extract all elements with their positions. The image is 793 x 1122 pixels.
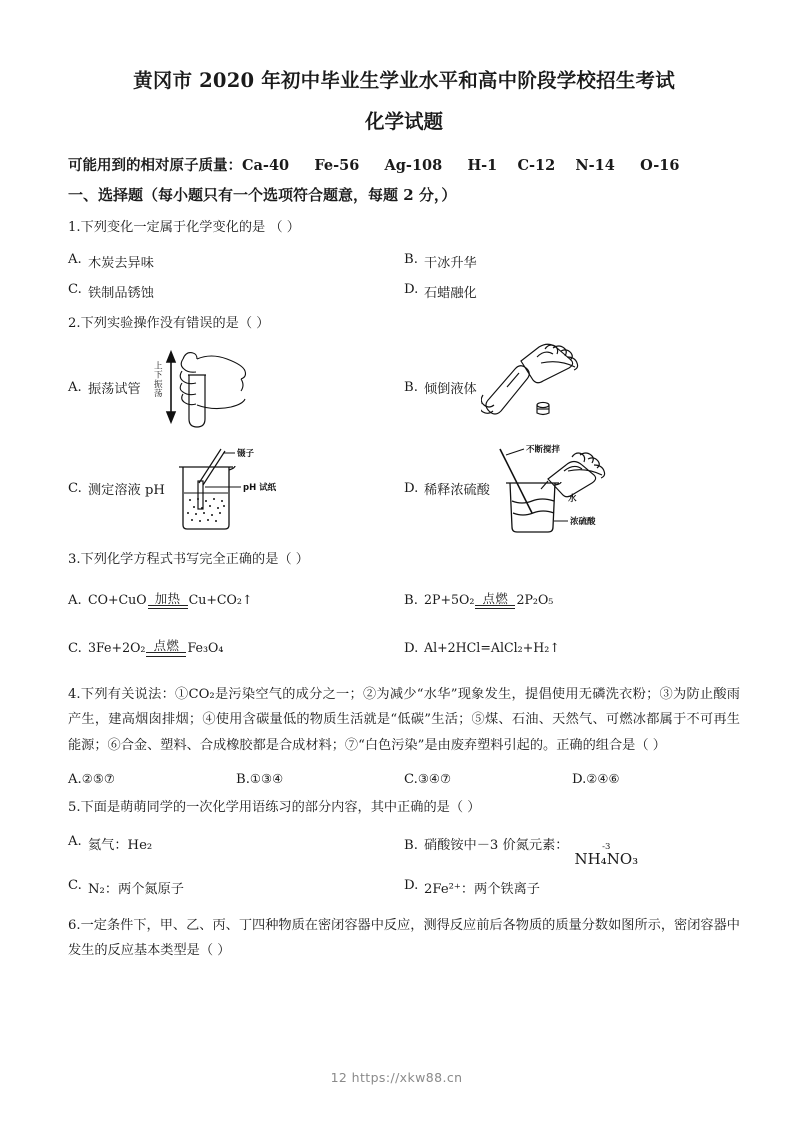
option-label: C. [68,877,82,893]
option-text: 稀释浓硫酸 [424,483,490,499]
question-1-option-b[interactable] [404,252,740,271]
option-label: A. [68,380,82,396]
question-2-options-row-1 [68,343,740,433]
question-5-options [68,834,740,897]
question-1-stem [68,215,740,241]
question-5-number: 5. [68,799,81,815]
question-5-option-b[interactable] [404,834,740,867]
question-3-options-row-1 [68,591,740,609]
question-2-option-b[interactable] [404,343,740,433]
option-label: C. [68,481,82,497]
equation-d [424,640,560,656]
option-label: A. [68,771,82,787]
question-3-option-a[interactable] [68,591,404,609]
question-3-option-d[interactable] [404,638,740,656]
question-5-option-d[interactable] [404,878,740,897]
question-5-stem [68,795,740,821]
stir-constantly-label: 不断搅拌 [525,444,560,455]
option-text: ②④⑥ [586,770,620,786]
tweezers-label: 镊子 [236,448,254,459]
question-4-number: 4. [68,686,81,702]
page-content [68,0,740,964]
valence-formula: NH₄NO₃ [574,849,639,868]
question-2-option-c[interactable] [68,439,404,539]
option-label: D. [404,282,419,298]
question-4-stem [68,682,740,759]
valence-value: -3 [602,841,611,852]
option-text: 测定溶液 pH [88,483,165,499]
option-label: A. [68,592,82,608]
option-label: A. [68,833,82,849]
option-row [68,834,740,867]
reaction-arrow-icon [148,592,188,610]
option-label: B. [404,837,418,853]
page-title: 黄冈市 2020 年初中毕业生学业水平和高中阶段学校招生考试 [133,69,675,92]
option-row [68,252,740,271]
option-label: C. [68,282,82,298]
equation-b [424,591,553,609]
equation-right: Al+2HCl=AlCl₂+H₂↑ [424,639,560,655]
section-heading-multiple-choice: 一、选择题（每小题只有一个选项符合题意，每题 2 分，） [68,186,457,205]
question-5-text: 下面是萌萌同学的一次化学用语练习的部分内容，其中正确的是（ ） [80,799,481,815]
equation-right: Cu+CO₂↑ [188,592,253,608]
option-text: 干冰升华 [424,256,477,272]
option-row [68,282,740,301]
option-text: ③④⑦ [417,770,452,786]
question-1-option-a[interactable] [68,252,404,271]
question-1-text: 下列变化一定属于化学变化的是 （ ） [80,220,300,236]
option-label: D. [404,640,419,656]
double-line-icon [475,605,515,610]
double-line-icon [146,652,186,657]
question-1-option-d[interactable] [404,282,740,301]
reaction-condition: 加热 [154,590,181,606]
option-label: D. [404,481,419,497]
question-2-options-row-2 [68,439,740,539]
question-3-option-c[interactable] [68,638,404,656]
water-label: 水 [567,493,577,504]
pour-liquid-figure [481,343,599,433]
option-label: B. [404,252,418,268]
question-6-number: 6. [68,917,81,933]
reaction-arrow-icon [146,639,186,657]
shake-direction-label: 上下振荡 [152,360,163,398]
option-label: B. [404,380,418,396]
option-label: D. [572,771,587,787]
atomic-mass-line: 可能用到的相对原子质量：Ca-40 Fe-56 Ag-108 H-1 C-12 N-14 O-16 [68,157,680,175]
question-2-option-a[interactable] [68,343,404,433]
question-3-stem [68,547,740,573]
question-1-options [68,252,740,301]
option-label: D. [404,877,419,893]
question-4-text: 下列有关说法：①CO₂是污染空气的成分之一；②为减少“水华”现象发生，提倡使用无磷洗衣粉；③为防止酸雨产生，建高烟囱排烟；④使用含碳量低的物质生活就是“低碳”生活；⑤煤、石油、天然气、可燃冰都属于不可再生能源；⑥合金、塑料、合成橡胶都是合成材料；⑦“白色污染”是由废弃塑料引起的。正确的组合是（ ） [68,686,740,754]
option-text: 振荡试管 [88,382,141,398]
question-2-text: 下列实验操作没有错误的是（ ） [80,316,270,332]
question-2-number: 2. [68,316,81,332]
option-row [68,878,740,897]
reaction-condition: 点燃 [153,638,180,654]
equation-right: Fe₃O₄ [187,639,224,655]
question-3-option-b[interactable] [404,591,740,609]
double-line-icon [148,605,188,610]
equation-right: 2P₂O₅ [516,592,554,608]
option-text: 氦气：He₂ [88,837,153,853]
question-3-text: 下列化学方程式书写完全正确的是（ ） [80,551,309,567]
nitrogen-valence-group [574,843,638,867]
question-3-number: 3. [68,551,81,567]
question-4-option-d[interactable] [572,771,740,787]
measure-ph-figure [169,443,297,535]
question-4-option-a[interactable] [68,771,236,787]
question-4-options [68,771,740,787]
equation-left: 3Fe+2O₂ [88,639,146,655]
reaction-arrow-icon [475,592,515,610]
option-text: 倾倒液体 [424,382,477,398]
question-3-options-row-2 [68,638,740,656]
equation-a [88,591,252,609]
footer-page-number: 12 [330,1070,348,1085]
page-subtitle: 化学试题 [364,110,443,134]
option-text: ②⑤⑦ [81,770,116,786]
option-text: 木炭去异味 [88,256,154,272]
option-text: ①③④ [249,770,284,786]
page-footer [0,1070,793,1085]
option-label: A. [68,252,82,268]
equation-left: CO+CuO [88,592,147,608]
question-1-option-c[interactable] [68,282,404,301]
option-text: 石蜡融化 [424,286,477,302]
option-label: B. [236,771,250,787]
question-6-stem [68,913,740,964]
ammonium-nitrate-formula [574,835,638,867]
dilute-sulfuric-acid-figure [494,439,628,539]
question-6-text: 一定条件下，甲、乙、丙、丁四种物质在密闭容器中反应，测得反应前后各物质的质量分数如图所示，密闭容器中发生的反应基本类型是（ ） [68,917,740,959]
reaction-condition: 点燃 [482,590,509,606]
option-text: 硝酸铵中－3 价氮元素： [424,837,569,853]
option-text: N₂：两个氮原子 [88,881,184,897]
option-label: B. [404,592,418,608]
option-text: 2Fe²⁺：两个铁离子 [424,881,540,897]
question-4-option-b[interactable] [236,771,404,787]
concentrated-acid-label: 浓硫酸 [569,516,596,527]
question-2-stem [68,311,740,337]
footer-watermark-url: https://xkw88.cn [351,1070,463,1085]
question-5-option-c[interactable] [68,878,404,897]
option-label: C. [404,771,418,787]
question-2-option-d[interactable] [404,439,740,539]
question-5-option-a[interactable] [68,834,404,867]
option-text: 铁制品锈蚀 [88,286,154,302]
question-4-option-c[interactable] [404,771,572,787]
option-label: C. [68,640,82,656]
ph-paper-label: pH 试纸 [242,482,277,493]
equation-c [88,638,223,656]
question-1-number: 1. [68,220,81,236]
equation-left: 2P+5O₂ [424,592,475,608]
shake-test-tube-figure [145,345,261,431]
